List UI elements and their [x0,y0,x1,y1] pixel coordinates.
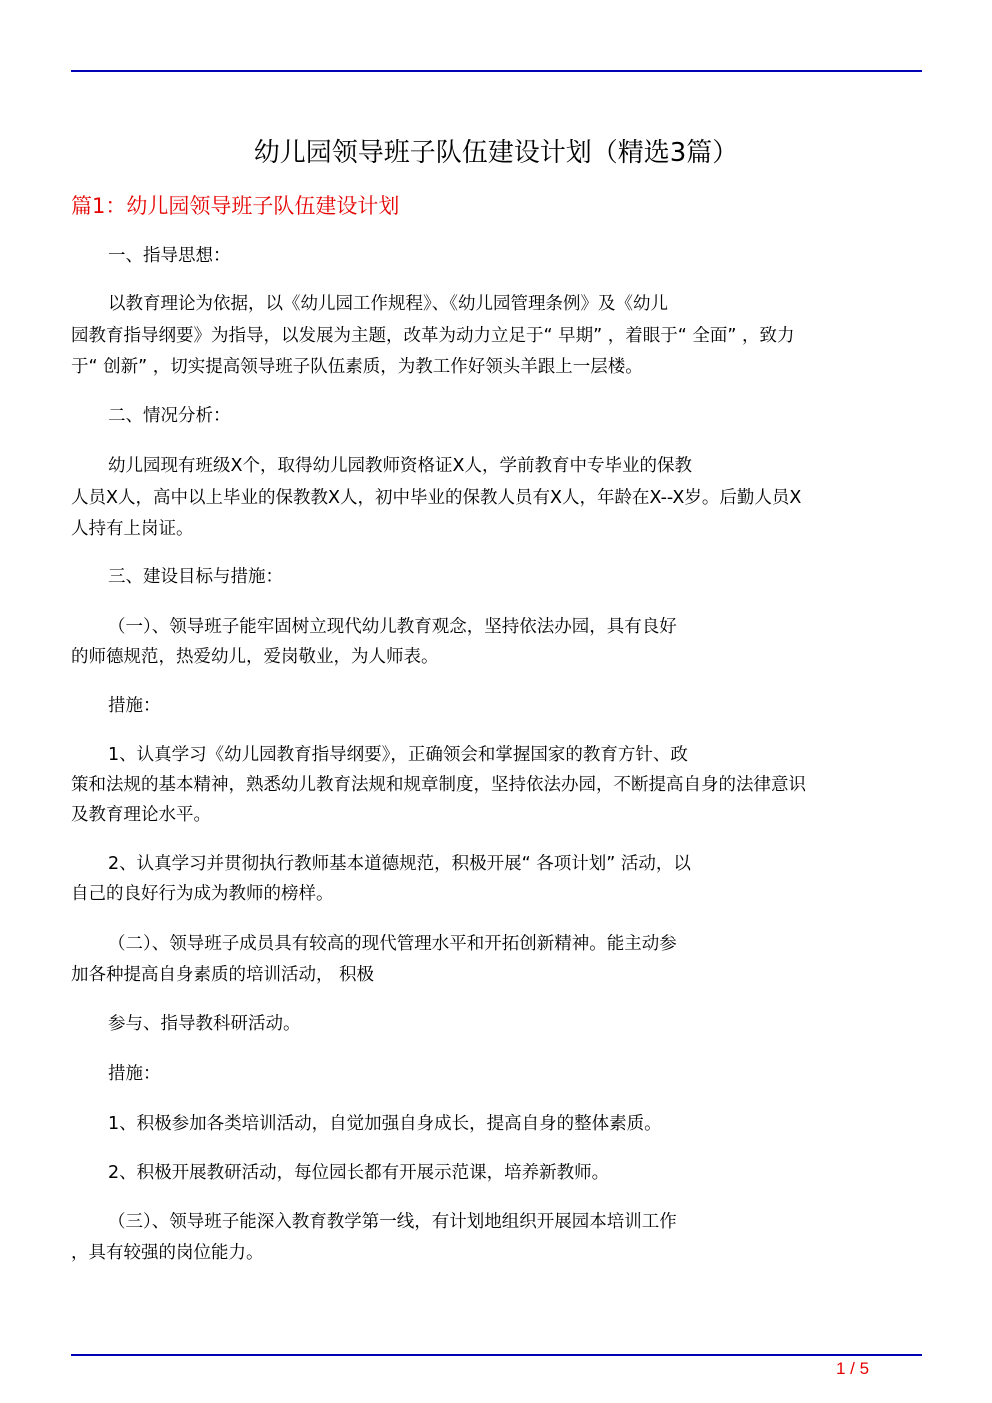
text-line: 策和法规的基本精神，熟悉幼儿教育法规和规章制度，坚持依法办园，不断提高自身的法律意识 [71,775,806,795]
text-line: 1、认真学习《幼儿园教育指导纲要》，正确领会和掌握国家的教育方针、政 [108,745,688,765]
text-line: 的师德规范，热爱幼儿，爱岗敬业，为人师表。 [71,647,439,667]
text-line: ，具有较强的岗位能力。 [71,1243,264,1263]
text-line: 二、情况分析： [108,406,231,426]
text-line: 2、认真学习并贯彻执行教师基本道德规范，积极开展“ 各项计划” 活动，以 [108,854,691,874]
footer-rule [71,1354,922,1356]
text-line: 1、积极参加各类培训活动，自觉加强自身成长，提高自身的整体素质。 [108,1114,662,1134]
text-line: 参与、指导教科研活动。 [108,1014,301,1034]
text-line: 措施： [108,1064,161,1084]
text-line: 以教育理论为依据，以《幼儿园工作规程》、《幼儿园管理条例》及《幼儿 [108,294,668,314]
header-rule [71,70,922,72]
text-line: 措施： [108,696,161,716]
text-line: 加各种提高自身素质的培训活动， 积极 [71,965,375,985]
document-title: 幼儿园领导班子队伍建设计划（精选3篇） [253,138,739,168]
page-number: 1 / 5 [836,1359,870,1378]
text-line: （一）、领导班子能牢固树立现代幼儿教育观念，坚持依法办园，具有良好 [108,617,677,637]
text-line: 自己的良好行为成为教师的榜样。 [71,884,334,904]
text-line: （二）、领导班子成员具有较高的现代管理水平和开拓创新精神。能主动参 [108,934,677,954]
text-line: 及教育理论水平。 [71,805,211,825]
text-line: 人持有上岗证。 [71,519,194,539]
text-line: 园教育指导纲要》为指导，以发展为主题，改革为动力立足于“ 早期” ，着眼于“ 全面” ，致力 [71,326,795,346]
text-line: 于“ 创新” ，切实提高领导班子队伍素质，为教工作好领头羊跟上一层楼。 [71,357,643,377]
text-line: 幼儿园现有班级X个，取得幼儿园教师资格证X人，学前教育中专毕业的保教 [108,456,692,476]
section-heading: 篇1：幼儿园领导班子队伍建设计划 [71,194,400,218]
text-line: 人员X人，高中以上毕业的保教教X人，初中毕业的保教人员有X人，年龄在X--X岁。后勤人员X [71,488,802,508]
text-line: 2、积极开展教研活动，每位园长都有开展示范课，培养新教师。 [108,1163,610,1183]
text-line: （三）、领导班子能深入教育教学第一线，有计划地组织开展园本培训工作 [108,1212,677,1232]
text-line: 一、指导思想： [108,246,231,266]
text-line: 三、建设目标与措施： [108,567,283,587]
